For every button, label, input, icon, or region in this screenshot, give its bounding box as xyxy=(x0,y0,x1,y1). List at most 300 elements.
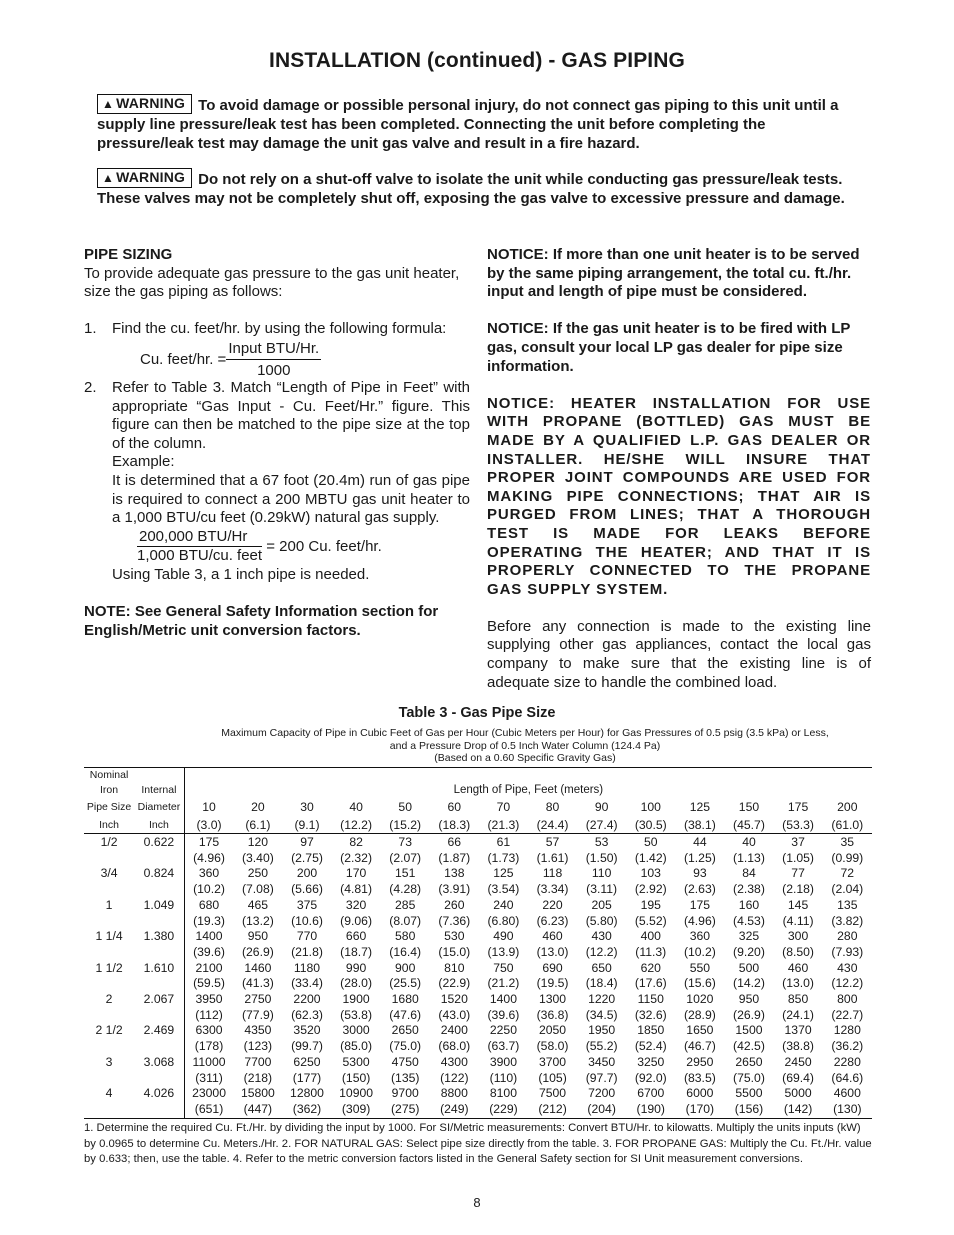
warning-label: WARNING xyxy=(116,95,186,111)
blank-cell xyxy=(134,1071,184,1087)
capacity-cfh-cell: 810 xyxy=(444,960,465,975)
capacity-cfh-cell: 2650 xyxy=(391,1023,419,1038)
capacity-cmh-cell: (190) xyxy=(636,1101,665,1116)
capacity-cmh-cell: (26.9) xyxy=(241,944,274,959)
capacity-cfh-cell: 3950 xyxy=(184,992,233,1008)
internal-diameter-cell: 0.824 xyxy=(143,866,175,881)
blank-cell xyxy=(84,1008,134,1024)
capacity-cfh-cell: 750 xyxy=(493,960,514,975)
capacity-cfh-cell: 465 xyxy=(247,897,269,912)
capacity-cmh-cell: (13.2) xyxy=(241,913,274,928)
capacity-cfh-cell: 12800 xyxy=(290,1086,324,1101)
capacity-cmh-cell: (3.82) xyxy=(831,913,864,928)
pipe-sizing-section xyxy=(84,246,470,640)
blank-cell xyxy=(134,851,184,867)
capacity-cmh-cell: (32.6) xyxy=(634,1007,667,1022)
capacity-cmh-cell: (1.50) xyxy=(585,850,618,865)
capacity-cfh-cell: 850 xyxy=(787,992,809,1007)
step-2 xyxy=(84,379,470,584)
pipe-size-cell: 2 xyxy=(105,992,113,1007)
blank-cell xyxy=(84,976,134,992)
capacity-cmh-cell: (212) xyxy=(538,1101,567,1116)
capacity-cfh-cell: 490 xyxy=(493,929,514,944)
internal-diameter-cell: 1.049 xyxy=(143,897,175,912)
capacity-cfh-cell: 4300 xyxy=(440,1054,468,1069)
capacity-cfh-cell: 4750 xyxy=(391,1054,419,1069)
capacity-cfh-cell: 151 xyxy=(395,866,416,881)
capacity-cmh-cell: (170) xyxy=(685,1101,715,1116)
capacity-cmh-cell: (36.8) xyxy=(536,1007,569,1022)
capacity-cfh-cell: 375 xyxy=(296,897,318,912)
capacity-cmh-cell: (13.0) xyxy=(782,976,814,991)
warning-triangle-icon: ▲ xyxy=(102,97,115,111)
blank-cell xyxy=(84,1102,134,1118)
capacity-cfh-cell: 35 xyxy=(840,835,855,849)
capacity-cfh-cell: 3450 xyxy=(588,1054,616,1069)
step-1-text: Find the cu. feet/hr. by using the following formula: xyxy=(112,320,447,338)
capacity-cfh-cell: 1650 xyxy=(686,1023,714,1038)
capacity-cmh-cell: (249) xyxy=(440,1101,469,1116)
capacity-cfh-cell: 770 xyxy=(296,929,318,944)
length-meters-10: (38.1) xyxy=(683,818,716,832)
capacity-cfh-cell: 110 xyxy=(591,866,612,881)
capacity-cmh-cell: (1.25) xyxy=(683,850,716,865)
capacity-cfh-cell: 2750 xyxy=(244,992,272,1007)
capacity-cmh-cell: (22.7) xyxy=(831,1007,864,1022)
capacity-cfh-cell: 3000 xyxy=(342,1023,370,1038)
capacity-cmh-cell: (1.05) xyxy=(782,850,814,865)
capacity-cfh-cell: 1370 xyxy=(784,1023,812,1038)
capacity-cfh-cell: 260 xyxy=(444,897,465,912)
capacity-cfh-cell: 650 xyxy=(591,960,612,975)
capacity-cmh-cell: (3.40) xyxy=(241,850,274,865)
capacity-cmh-cell: (5.52) xyxy=(634,913,667,928)
table-row-metric xyxy=(84,945,872,961)
table-row-metric xyxy=(84,976,872,992)
capacity-cmh-cell: (218) xyxy=(243,1070,273,1085)
capacity-cfh-cell: 400 xyxy=(640,929,661,944)
capacity-cmh-cell: (53.8) xyxy=(340,1007,373,1022)
capacity-cmh-cell: (11.3) xyxy=(635,944,667,959)
capacity-cfh-cell: 530 xyxy=(444,929,465,944)
internal-diameter-cell: 0.622 xyxy=(143,835,175,849)
gas-pipe-size-table xyxy=(84,767,872,1119)
capacity-cfh-cell: 280 xyxy=(837,929,858,944)
capacity-cfh-cell: 1280 xyxy=(833,1023,861,1038)
capacity-cfh-cell: 690 xyxy=(542,960,563,975)
capacity-cmh-cell: (10.2) xyxy=(683,944,716,959)
capacity-cmh-cell: (3.91) xyxy=(438,882,471,897)
pipe-size-cell: 4 xyxy=(105,1086,113,1101)
table-header-row-1 xyxy=(84,768,872,784)
capacity-cfh-cell: 73 xyxy=(398,835,412,849)
capacity-cfh-cell: 3250 xyxy=(637,1054,665,1069)
example-label: Example: xyxy=(112,453,175,471)
capacity-cfh-cell: 120 xyxy=(247,835,269,849)
pipe-size-cell: 2 1/2 xyxy=(95,1023,123,1038)
capacity-cmh-cell: (97.7) xyxy=(585,1070,618,1085)
capacity-cmh-cell: (4.11) xyxy=(782,913,814,928)
capacity-cmh-cell: (15.0) xyxy=(438,944,471,959)
capacity-cfh-cell: 325 xyxy=(738,929,760,944)
capacity-cmh-cell: (12.2) xyxy=(831,976,864,991)
length-feet-8: 90 xyxy=(594,800,609,814)
table-title: Table 3 - Gas Pipe Size xyxy=(398,705,556,721)
capacity-cfh-cell: 1900 xyxy=(342,992,370,1007)
capacity-cfh-cell: 175 xyxy=(184,834,233,851)
capacity-cfh-cell: 7700 xyxy=(244,1054,272,1069)
capacity-cmh-cell: (3.54) xyxy=(487,882,520,897)
capacity-cfh-cell: 1020 xyxy=(686,992,714,1007)
blank-cell xyxy=(134,1008,184,1024)
capacity-cfh-cell: 170 xyxy=(345,866,367,881)
length-meters-11: (45.7) xyxy=(733,818,765,832)
capacity-cfh-cell: 9700 xyxy=(391,1086,419,1101)
capacity-cfh-cell: 300 xyxy=(787,929,809,944)
capacity-cmh-cell: (62.3) xyxy=(291,1007,323,1022)
step-1 xyxy=(84,320,470,339)
capacity-cfh-cell: 103 xyxy=(640,866,661,881)
capacity-cfh-cell: 4350 xyxy=(244,1023,272,1038)
capacity-cmh-cell: (1.61) xyxy=(536,850,569,865)
capacity-cfh-cell: 66 xyxy=(447,835,462,849)
header-nominal-3: Inch xyxy=(99,819,119,831)
capacity-cfh-cell: 800 xyxy=(837,992,858,1007)
warning-block-2 xyxy=(97,170,859,209)
capacity-cmh-cell: (156) xyxy=(734,1101,764,1116)
capacity-cfh-cell: 3520 xyxy=(293,1023,321,1038)
capacity-cmh-cell: (39.6) xyxy=(184,945,233,961)
warning-2-text: Do not rely on a shut-off valve to isolate the unit while conducting gas pressure/leak tests. These valves may not be completely shut off, exposing the gas valve to excessive pressure and damage. xyxy=(97,171,845,207)
formula-numerator: Input BTU/Hr. xyxy=(226,340,321,360)
capacity-cfh-cell: 6250 xyxy=(293,1054,321,1069)
capacity-cfh-cell: 200 xyxy=(296,866,318,881)
capacity-cmh-cell: (651) xyxy=(184,1102,233,1118)
capacity-cmh-cell: (77.9) xyxy=(241,1007,274,1022)
capacity-cfh-cell: 1520 xyxy=(440,992,468,1007)
header-internal-0: Internal xyxy=(141,784,177,796)
table-row-metric xyxy=(84,882,872,898)
capacity-cmh-cell: (4.28) xyxy=(389,882,422,897)
length-feet-0: 10 xyxy=(184,798,233,815)
capacity-cfh-cell: 97 xyxy=(300,835,314,849)
capacity-cfh-cell: 2200 xyxy=(293,992,321,1007)
header-nominal-2: Pipe Size xyxy=(86,801,132,813)
example-denominator: 1,000 BTU/cu. feet xyxy=(137,547,263,565)
capacity-cfh-cell: 2050 xyxy=(538,1023,567,1038)
capacity-cfh-cell: 82 xyxy=(349,835,363,849)
capacity-cmh-cell: (69.4) xyxy=(782,1070,814,1085)
capacity-cfh-cell: 118 xyxy=(542,866,563,881)
capacity-cmh-cell: (9.06) xyxy=(340,913,373,928)
capacity-cmh-cell: (309) xyxy=(341,1101,371,1116)
capacity-cfh-cell: 57 xyxy=(545,835,560,849)
capacity-cfh-cell: 5000 xyxy=(784,1086,812,1101)
table-row-metric xyxy=(84,1008,872,1024)
capacity-cmh-cell: (122) xyxy=(440,1070,469,1085)
length-meters-5: (18.3) xyxy=(438,818,471,832)
length-meters-7: (24.4) xyxy=(536,818,569,832)
capacity-cmh-cell: (19.3) xyxy=(184,914,233,930)
capacity-cmh-cell: (12.2) xyxy=(585,944,618,959)
warning-label: WARNING xyxy=(116,169,186,185)
table-row xyxy=(84,1055,872,1071)
capacity-cfh-cell: 285 xyxy=(395,897,416,912)
capacity-cmh-cell: (15.6) xyxy=(683,976,716,991)
capacity-cfh-cell: 6700 xyxy=(637,1086,665,1101)
capacity-cmh-cell: (7.08) xyxy=(241,882,274,897)
capacity-cmh-cell: (2.04) xyxy=(831,882,864,897)
capacity-cfh-cell: 84 xyxy=(742,866,756,881)
capacity-cfh-cell: 10900 xyxy=(339,1086,374,1101)
capacity-cmh-cell: (59.5) xyxy=(184,976,233,992)
capacity-cmh-cell: (68.0) xyxy=(438,1039,471,1054)
capacity-cfh-cell: 8800 xyxy=(440,1086,468,1101)
header-nominal-0: Nominal xyxy=(89,769,129,781)
capacity-cmh-cell: (13.0) xyxy=(536,944,569,959)
table-row-metric xyxy=(84,1071,872,1087)
capacity-cmh-cell: (130) xyxy=(833,1101,862,1116)
notice-3: NOTICE: HEATER INSTALLATION FOR USE WITH PROPANE (BOTTLED) GAS MUST BE MADE BY A QUALIFIED L.P. GAS DEALER OR INSTALLER. HE/SHE WILL INSURE THAT PROPER JOINT COMPOUNDS ARE USED FOR MAKING PIPE CONNECTIONS; THAT AIR IS PURGED FROM LINES; THAT A THOROUGH TEST IS MADE FOR LEAKS BEFORE OPERATING THE HEATER; AND THAT IT IS PROPERLY CONNECTED TO THE PROPANE GAS SUPPLY SYSTEM. xyxy=(487,394,871,598)
capacity-cfh-cell: 460 xyxy=(542,929,563,944)
capacity-cfh-cell: 1950 xyxy=(588,1023,616,1038)
capacity-cmh-cell: (2.38) xyxy=(733,882,765,897)
example-text: It is determined that a 67 foot (20.4m) run of gas pipe is required to connect a 200 MBTU gas unit heater to a 1,000 BTU/cu feet (0.29kW) natural gas supply. xyxy=(112,471,470,527)
notice-2: NOTICE: If the gas unit heater is to be fired with LP gas, consult your local LP gas dealer for pipe size information. xyxy=(487,320,851,375)
capacity-cmh-cell: (4.53) xyxy=(733,913,765,928)
notice-1: NOTICE: If more than one unit heater is to be served by the same piping arrangement, the total cu. ft./hr. input and length of pipe must be considered. xyxy=(487,246,860,301)
capacity-cmh-cell: (5.80) xyxy=(585,913,618,928)
header-blank xyxy=(134,768,184,784)
capacity-cmh-cell: (112) xyxy=(184,1008,233,1024)
capacity-cmh-cell: (4.81) xyxy=(340,882,373,897)
table-row xyxy=(84,1086,872,1102)
length-feet-6: 70 xyxy=(496,800,511,814)
capacity-cmh-cell: (105) xyxy=(538,1070,567,1085)
capacity-cfh-cell: 175 xyxy=(689,897,711,912)
capacity-cmh-cell: (7.93) xyxy=(831,944,864,959)
notices-section xyxy=(487,246,871,692)
capacity-cmh-cell: (275) xyxy=(390,1101,420,1116)
capacity-cmh-cell: (110) xyxy=(489,1070,518,1085)
capacity-cfh-cell: 550 xyxy=(689,960,711,975)
capacity-cfh-cell: 5300 xyxy=(342,1054,370,1069)
blank-cell xyxy=(134,1039,184,1055)
capacity-cfh-cell: 7500 xyxy=(538,1086,567,1101)
blank-cell xyxy=(84,882,134,898)
length-header: Length of Pipe, Feet (meters) xyxy=(184,783,872,798)
capacity-cmh-cell: (6.23) xyxy=(536,913,569,928)
warning-badge xyxy=(97,168,192,188)
table-row-metric xyxy=(84,851,872,867)
capacity-cfh-cell: 620 xyxy=(640,960,661,975)
capacity-cmh-cell: (123) xyxy=(243,1039,273,1054)
table-header-row-meters xyxy=(84,815,872,834)
capacity-cfh-cell: 430 xyxy=(591,929,612,944)
capacity-cmh-cell: (2.07) xyxy=(389,850,422,865)
capacity-cmh-cell: (1.87) xyxy=(438,850,471,865)
internal-diameter-cell: 1.380 xyxy=(143,929,175,944)
capacity-cmh-cell: (18.7) xyxy=(340,944,373,959)
capacity-cmh-cell: (178) xyxy=(184,1039,233,1055)
pipe-size-cell: 3/4 xyxy=(100,866,118,881)
capacity-cfh-cell: 1400 xyxy=(184,929,233,945)
conversion-note: NOTE: See General Safety Information section for English/Metric unit conversion factors. xyxy=(84,602,439,639)
capacity-cmh-cell: (46.7) xyxy=(683,1039,716,1054)
capacity-cmh-cell: (47.6) xyxy=(389,1007,422,1022)
capacity-cmh-cell: (52.4) xyxy=(634,1039,667,1054)
blank-cell xyxy=(84,945,134,961)
table-subtitle-line-2: and a Pressure Drop of 0.5 Inch Water Column (124.4 Pa) xyxy=(389,739,661,752)
capacity-cmh-cell: (142) xyxy=(783,1101,813,1116)
pipe-sizing-intro: To provide adequate gas pressure to the gas unit heater, size the gas piping as follows: xyxy=(84,264,460,301)
length-feet-12: 175 xyxy=(787,800,809,814)
capacity-cmh-cell: (4.96) xyxy=(184,851,233,867)
example-result: = 200 Cu. feet/hr. xyxy=(266,537,382,555)
capacity-cmh-cell: (99.7) xyxy=(291,1039,323,1054)
capacity-cmh-cell: (1.13) xyxy=(733,850,765,865)
capacity-cmh-cell: (58.0) xyxy=(536,1039,569,1054)
capacity-cmh-cell: (447) xyxy=(243,1101,273,1116)
capacity-cmh-cell: (362) xyxy=(292,1101,322,1116)
page-number: 8 xyxy=(473,1195,481,1210)
page-title: INSTALLATION (continued) - GAS PIPING xyxy=(269,49,685,72)
capacity-cfh-cell: 240 xyxy=(493,897,514,912)
blank-cell xyxy=(134,914,184,930)
capacity-cfh-cell: 3700 xyxy=(538,1054,567,1069)
capacity-cfh-cell: 360 xyxy=(689,929,711,944)
capacity-cmh-cell: (1.73) xyxy=(487,850,520,865)
formula-lhs: Cu. feet/hr. = xyxy=(140,350,227,368)
capacity-cfh-cell: 145 xyxy=(787,897,809,912)
capacity-cfh-cell: 1300 xyxy=(538,992,567,1007)
warning-block-1 xyxy=(97,96,859,153)
capacity-cmh-cell: (38.8) xyxy=(782,1039,814,1054)
capacity-cmh-cell: (2.18) xyxy=(782,882,814,897)
table-row xyxy=(84,834,872,851)
table-row xyxy=(84,866,872,882)
formula-denominator: 1000 xyxy=(257,361,291,379)
capacity-cmh-cell: (16.4) xyxy=(389,944,422,959)
header-blank xyxy=(184,768,872,784)
blank-cell xyxy=(134,1102,184,1118)
capacity-cfh-cell: 7200 xyxy=(588,1086,616,1101)
capacity-cmh-cell: (8.50) xyxy=(782,944,814,959)
internal-diameter-cell: 2.469 xyxy=(143,1023,175,1038)
blank-cell xyxy=(84,914,134,930)
table-header-row-feet xyxy=(84,798,872,815)
capacity-cmh-cell: (19.5) xyxy=(536,976,569,991)
capacity-cmh-cell: (36.2) xyxy=(831,1039,864,1054)
capacity-cfh-cell: 44 xyxy=(693,835,707,849)
capacity-cmh-cell: (9.20) xyxy=(733,944,765,959)
pipe-sizing-heading: PIPE SIZING xyxy=(84,246,173,263)
length-meters-12: (53.3) xyxy=(782,818,814,832)
length-feet-3: 40 xyxy=(349,800,363,814)
capacity-cmh-cell: (92.0) xyxy=(634,1070,667,1085)
blank-cell xyxy=(84,1071,134,1087)
capacity-cmh-cell: (3.34) xyxy=(536,882,569,897)
blank-cell xyxy=(134,976,184,992)
table-row xyxy=(84,929,872,945)
table-subtitle xyxy=(180,727,870,765)
length-meters-8: (27.4) xyxy=(585,818,618,832)
warning-1-text: To avoid damage or possible personal injury, do not connect gas piping to this unit until a supply line pressure/leak test has been completed. Connecting the unit before completing the pressure/leak test may damage the unit gas valve and result in a fire hazard. xyxy=(97,97,839,152)
capacity-cmh-cell: (55.2) xyxy=(585,1039,618,1054)
table-row xyxy=(84,1023,872,1039)
capacity-cmh-cell: (22.9) xyxy=(438,976,471,991)
capacity-cmh-cell: (5.66) xyxy=(291,882,323,897)
capacity-cfh-cell: 72 xyxy=(840,866,855,881)
length-feet-5: 60 xyxy=(447,800,462,814)
capacity-cfh-cell: 1180 xyxy=(293,960,321,975)
capacity-cfh-cell: 4600 xyxy=(833,1086,861,1101)
table-subtitle-line-3: (Based on a 0.60 Specific Gravity Gas) xyxy=(434,752,616,765)
length-feet-1: 20 xyxy=(251,800,265,814)
capacity-cmh-cell: (17.6) xyxy=(634,976,667,991)
capacity-cfh-cell: 1400 xyxy=(489,992,517,1007)
formula xyxy=(84,340,470,378)
capacity-cfh-cell: 8100 xyxy=(489,1086,517,1101)
capacity-cfh-cell: 580 xyxy=(395,929,416,944)
capacity-cfh-cell: 11000 xyxy=(184,1055,233,1071)
table-footnote: 1. Determine the required Cu. Ft./Hr. by dividing the input by 1000. For SI/Metric measurements: Convert BTU/Hr. to kilowatts. Multiply the units inputs (kW) by 0.0965 to determine Cu. Meters./Hr. 2. FOR NATURAL GAS: Select pipe size directly from the table. 3. FOR PROPANE GAS: Multiply the Cu. Ft./Hr. value by 0.633; then, use the table. 4. Refer to the metric conversion factors listed in the General Safety section for SI Unit measurement conversions. xyxy=(84,1122,872,1166)
capacity-cmh-cell: (21.2) xyxy=(487,976,520,991)
existing-line-paragraph: Before any connection is made to the existing line supplying other gas appliances, contact the local gas company to make sure that the existing line is of adequate size to handle the combined load. xyxy=(487,617,871,691)
internal-diameter-cell: 4.026 xyxy=(143,1086,175,1101)
capacity-cmh-cell: (229) xyxy=(489,1101,518,1116)
length-meters-2: (9.1) xyxy=(294,818,320,832)
capacity-cfh-cell: 205 xyxy=(591,897,612,912)
capacity-cmh-cell: (13.9) xyxy=(487,944,520,959)
capacity-cfh-cell: 160 xyxy=(738,897,760,912)
capacity-cfh-cell: 990 xyxy=(345,960,367,975)
capacity-cmh-cell: (26.9) xyxy=(733,1007,765,1022)
capacity-cmh-cell: (0.99) xyxy=(831,850,864,865)
capacity-cfh-cell: 138 xyxy=(444,866,465,881)
capacity-cfh-cell: 1850 xyxy=(637,1023,665,1038)
example-numerator: 200,000 BTU/Hr xyxy=(137,528,262,548)
capacity-cmh-cell: (7.36) xyxy=(438,913,471,928)
capacity-cfh-cell: 125 xyxy=(493,866,514,881)
capacity-cfh-cell: 900 xyxy=(395,960,416,975)
length-meters-13: (61.0) xyxy=(831,818,864,832)
capacity-cmh-cell: (135) xyxy=(390,1070,420,1085)
length-meters-0: (3.0) xyxy=(184,815,233,834)
table-row xyxy=(84,898,872,914)
capacity-cfh-cell: 950 xyxy=(247,929,269,944)
capacity-cmh-cell: (85.0) xyxy=(340,1039,373,1054)
blank-cell xyxy=(84,851,134,867)
capacity-cfh-cell: 5500 xyxy=(735,1086,763,1101)
pipe-size-cell: 1 xyxy=(105,897,113,912)
length-meters-1: (6.1) xyxy=(245,818,271,832)
capacity-cmh-cell: (150) xyxy=(341,1070,371,1085)
capacity-cmh-cell: (10.6) xyxy=(291,913,323,928)
length-meters-4: (15.2) xyxy=(389,818,422,832)
table-row xyxy=(84,961,872,977)
capacity-cfh-cell: 2650 xyxy=(735,1054,763,1069)
table-row-metric xyxy=(84,1039,872,1055)
length-feet-10: 125 xyxy=(689,800,711,814)
length-meters-9: (30.5) xyxy=(634,818,667,832)
capacity-cfh-cell: 6300 xyxy=(184,1023,233,1039)
step-2-text: Refer to Table 3. Match “Length of Pipe in Feet” with appropriate “Gas Input - Cu. Feet/Hr.” figure. This figure can then be matched to the pipe size at the top of the column. xyxy=(112,378,470,452)
capacity-cfh-cell: 1150 xyxy=(637,992,664,1007)
capacity-cfh-cell: 680 xyxy=(184,898,233,914)
length-feet-4: 50 xyxy=(398,800,412,814)
capacity-cfh-cell: 135 xyxy=(837,897,858,912)
